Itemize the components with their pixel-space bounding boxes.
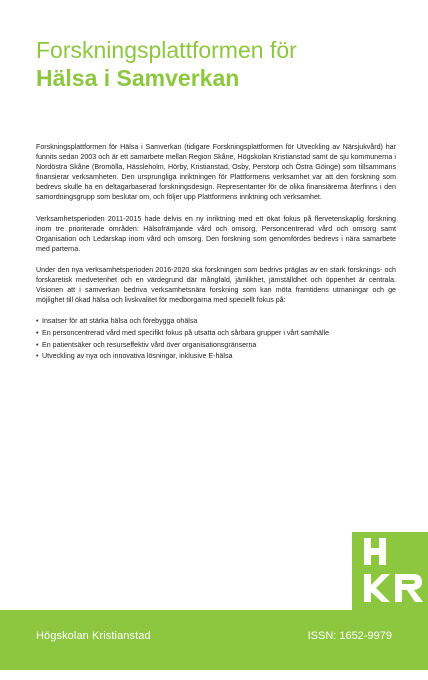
focus-list <box>36 316 396 361</box>
issn-number: ISSN: 1652-9979 <box>307 630 392 642</box>
hkr-logo <box>352 532 428 610</box>
body-text <box>36 142 396 363</box>
hkr-logo-mark <box>352 532 428 610</box>
paragraph-intro: Forskningsplattformen för Hälsa i Samverkan (tidigare Forskningsplattformen för Utveckling av Närsjukvård) har funnits sedan 2003 och är ett samarbete mellan Region Skåne, Högskolan Kristianstad samt de sju kommunerna i Nordöstra Skåne (Bromölla, Hässleholm, Hörby, Kristianstad, Osby, Perstorp och Östra Göinge) som tillsammans finansierar verksamheten. Den ursprungliga inriktningen för Plattformens verksamhet var att den forskning som bedrevs skulle ha en deltagarbaserad forskningsdesign. Representanter för de olika finansiärerna återfinns i den samordningsgrupp som beslutar om, och följer upp Plattformens inriktning och verksamhet. <box>36 143 396 202</box>
paragraph-period-2011-2015: Verksamhetsperioden 2011-2015 hade delvis en ny inriktning med ett ökat fokus på flervetenskaplig forskning inom tre prioriterade områden: Hälsofrämjande vård och omsorg, Personcentrerad vård och omsorg samt Organisation och Ledarskap inom vård och omsorg. Den forskning som genomfördes bedrevs i nära samarbete med parterna. <box>36 214 396 253</box>
footer-bar <box>0 610 428 670</box>
focus-list-item: • Utveckling av nya och innovativa lösningar, inklusive E-hälsa <box>36 351 396 361</box>
page-title <box>36 36 406 92</box>
institution-name: Högskolan Kristianstad <box>36 630 151 642</box>
focus-list-item: • En patientsäker och resurseffektiv vård över organisationsgränserna <box>36 340 396 350</box>
focus-list-item: • En personcentrerad vård med specifikt fokus på utsatta och sårbara grupper i vårt samhälle <box>36 328 396 338</box>
focus-list-item: • Insatser för att stärka hälsa och förebygga ohälsa <box>36 316 396 326</box>
paragraph-period-2016-2020: Under den nya verksamhetsperioden 2016-2020 ska forskningen som bedrivs präglas av en stark forsknings- och forskaretisk medvetenhet och en värdegrund där mångfald, jämlikhet, jämställdhet och öppenhet är centrala. Visionen att i samverkan bedriva verksamhetsnära forskning som kan möta framtidens utmaningar och ge möjlighet till ökad hälsa och livskvalitet för medborgarna med speciellt fokus på: <box>36 265 396 305</box>
title-line-2: Hälsa i Samverkan <box>36 65 240 91</box>
title-line-1: Forskningsplattformen för <box>36 37 297 63</box>
